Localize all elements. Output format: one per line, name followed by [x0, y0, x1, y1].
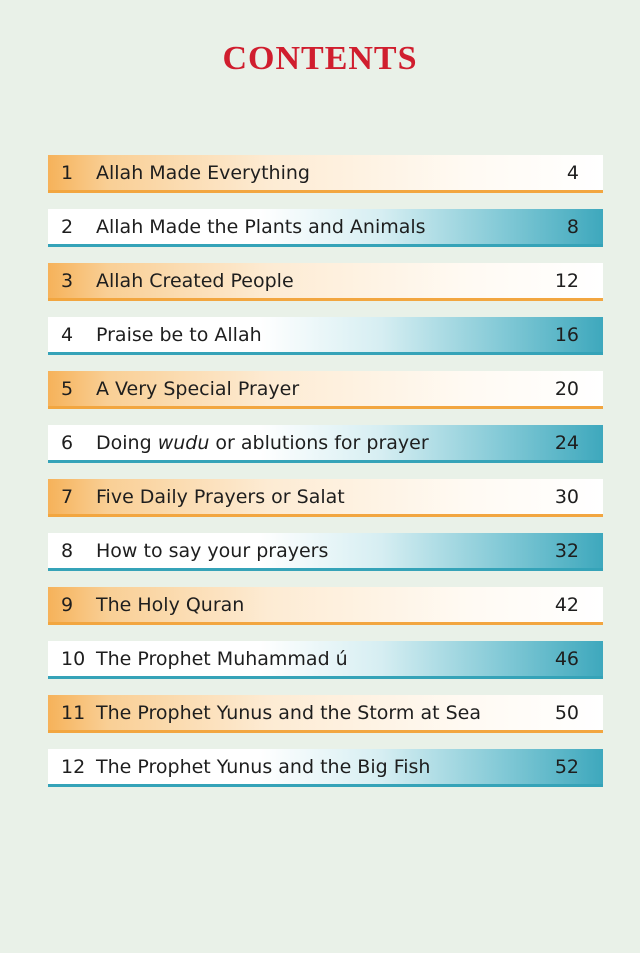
toc-row-3[interactable] — [48, 263, 603, 301]
chapter-page: 20 — [554, 377, 579, 400]
chapter-number: 5 — [61, 377, 74, 400]
chapter-number: 2 — [61, 215, 74, 238]
chapter-number: 4 — [61, 323, 74, 346]
chapter-title: Allah Made the Plants and Animals — [96, 215, 426, 238]
chapter-page: 46 — [554, 647, 579, 670]
chapter-number: 7 — [61, 485, 74, 508]
toc-row-2[interactable] — [48, 209, 603, 247]
chapter-number: 11 — [61, 701, 86, 724]
chapter-page: 24 — [554, 431, 579, 454]
chapter-number: 3 — [61, 269, 74, 292]
chapter-title-prefix: Doing — [96, 431, 158, 454]
chapter-title — [96, 432, 543, 454]
toc-row-9[interactable] — [48, 587, 603, 625]
chapter-page: 4 — [566, 161, 579, 184]
chapter-title: How to say your prayers — [96, 539, 329, 562]
chapter-page: 8 — [566, 215, 579, 238]
toc-row-4[interactable] — [48, 317, 603, 355]
toc-row-11[interactable] — [48, 695, 603, 733]
chapter-number: 9 — [61, 593, 74, 616]
page-title: CONTENTS — [222, 40, 418, 77]
chapter-title-emphasis: wudu — [157, 431, 210, 454]
chapter-title: Five Daily Prayers or Salat — [96, 485, 345, 508]
chapter-page: 42 — [554, 593, 579, 616]
chapter-page: 52 — [554, 755, 579, 778]
chapter-number: 8 — [61, 539, 74, 562]
chapter-title: Allah Created People — [96, 269, 294, 292]
toc-row-1[interactable] — [48, 155, 603, 193]
toc-row-10[interactable] — [48, 641, 603, 679]
chapter-title-suffix: or ablutions for prayer — [209, 431, 429, 454]
toc-row-7[interactable] — [48, 479, 603, 517]
chapter-title: The Prophet Yunus and the Storm at Sea — [96, 701, 481, 724]
chapter-title: Allah Made Everything — [96, 161, 310, 184]
chapter-title: The Prophet Yunus and the Big Fish — [96, 755, 431, 778]
chapter-number: 6 — [61, 431, 74, 454]
chapter-title: Praise be to Allah — [96, 323, 262, 346]
chapter-title: A Very Special Prayer — [96, 377, 300, 400]
toc-row-12[interactable] — [48, 749, 603, 787]
table-of-contents — [48, 155, 603, 803]
toc-row-6[interactable] — [48, 425, 603, 463]
toc-row-8[interactable] — [48, 533, 603, 571]
chapter-page: 32 — [554, 539, 579, 562]
chapter-title: The Holy Quran — [96, 593, 245, 616]
toc-row-5[interactable] — [48, 371, 603, 409]
chapter-page: 30 — [554, 485, 579, 508]
chapter-number: 10 — [61, 647, 86, 670]
chapter-number: 12 — [61, 755, 86, 778]
chapter-title: The Prophet Muhammad ú — [96, 647, 348, 670]
chapter-page: 16 — [554, 323, 579, 346]
chapter-page: 12 — [554, 269, 579, 292]
chapter-number: 1 — [61, 161, 74, 184]
chapter-page: 50 — [554, 701, 579, 724]
